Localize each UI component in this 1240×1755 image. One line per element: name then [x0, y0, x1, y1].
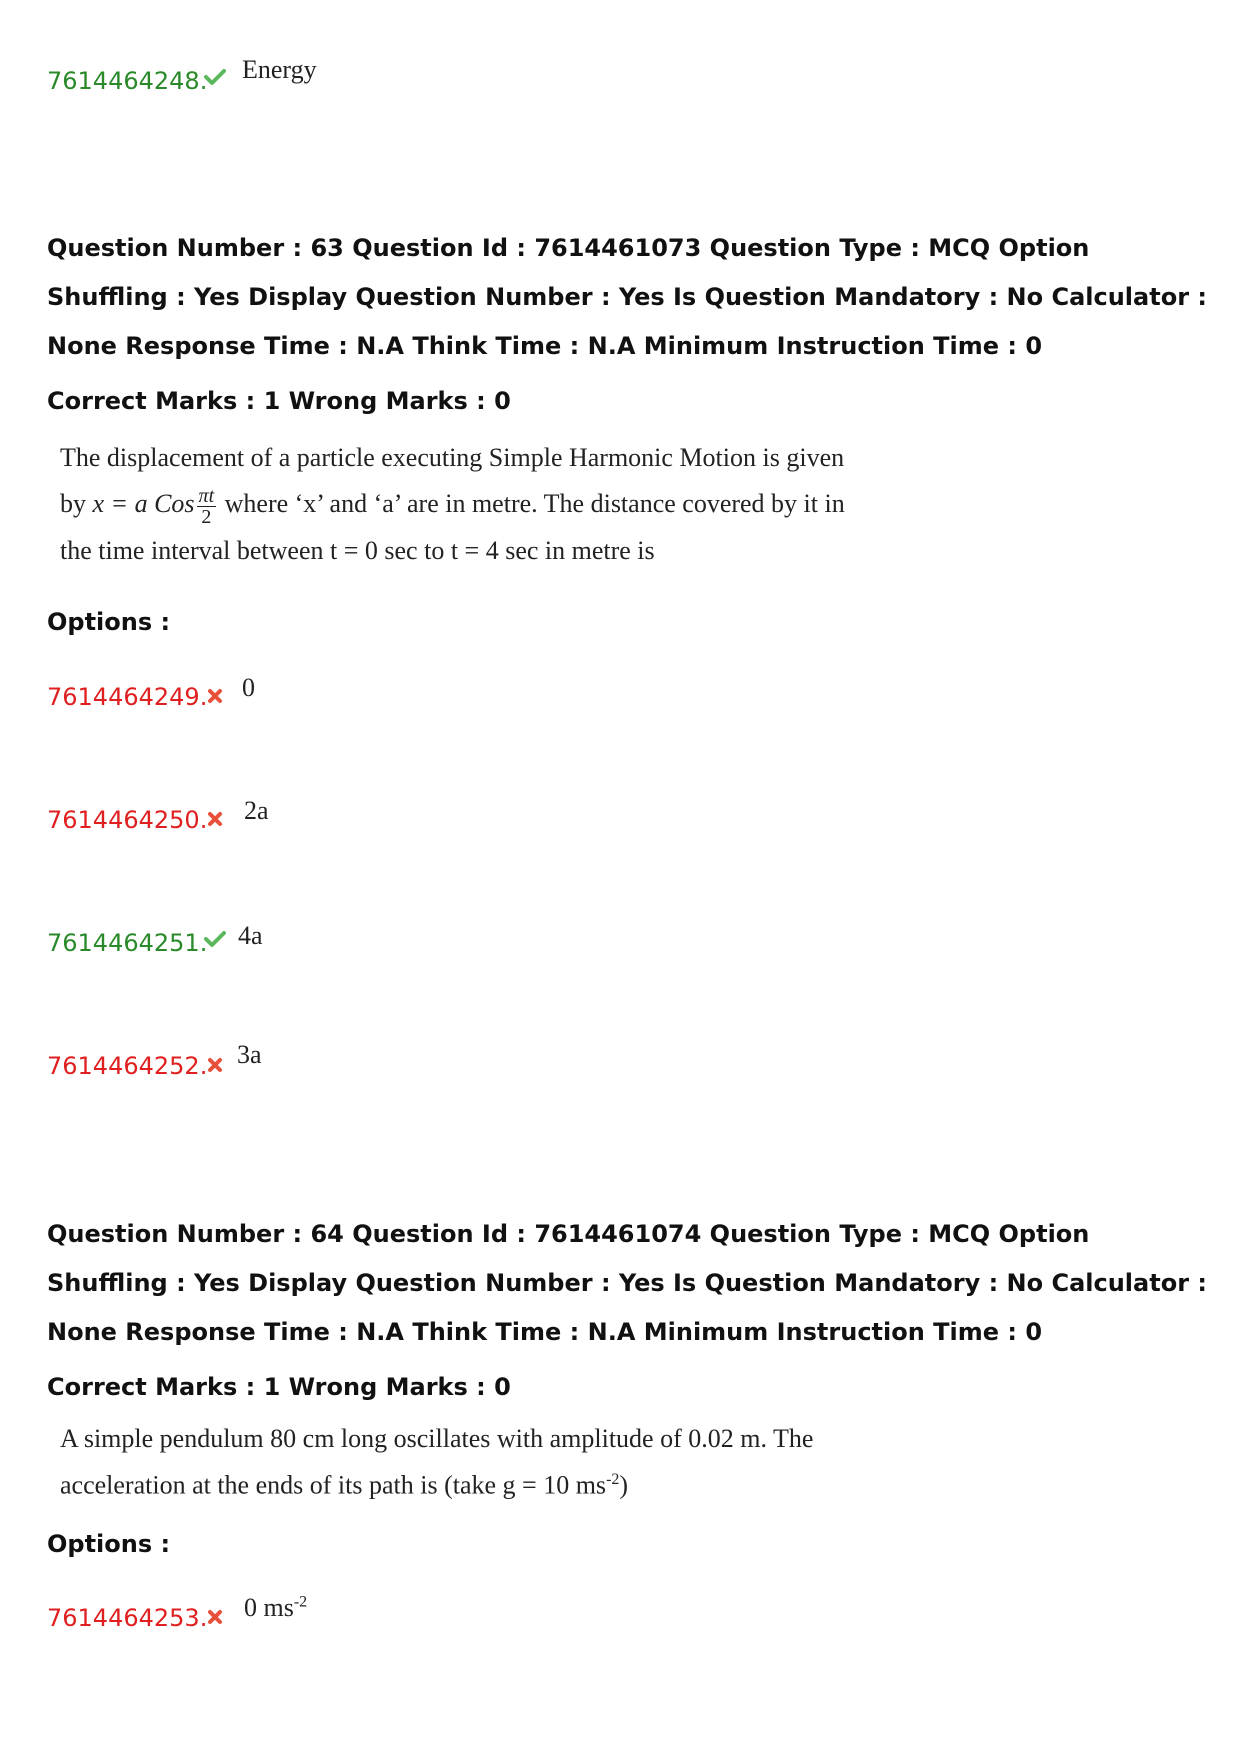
question-marks: Correct Marks : 1 Wrong Marks : 0: [47, 1373, 511, 1401]
equation: x = a Cos: [92, 489, 195, 518]
cross-icon: [207, 811, 223, 827]
cross-icon: [207, 688, 223, 704]
question-line-end: ): [619, 1470, 629, 1500]
superscript: -2: [293, 1593, 308, 1611]
question-line: A simple pendulum 80 cm long oscillates with amplitude of 0.02 m. The: [60, 1424, 814, 1453]
question-line: [60, 479, 940, 529]
option-id: 7614464253.: [47, 1604, 208, 1632]
option-text: [244, 1593, 307, 1623]
option-id: 7614464248.: [47, 67, 208, 95]
question-meta: Question Number : 64 Question Id : 7614461074 Question Type : MCQ Option Shuffling : Yes Display Question Number : Yes Is Question Mandatory : No Calculator : None Response Time : N.A Think Time : N.A Minimum Instruction Time : 0: [47, 1220, 1207, 1346]
question-line-rest: where ‘x’ and ‘a’ are in metre. The distance covered by it in: [224, 489, 845, 518]
fraction-denominator: 2: [201, 505, 212, 528]
cross-icon: [207, 1609, 223, 1625]
question-text: [60, 1418, 940, 1506]
options-label: Options :: [47, 608, 171, 636]
question-line-main: acceleration at the ends of its path is (take g = 10 ms: [60, 1470, 607, 1500]
option-id: 7614464252.: [47, 1052, 208, 1080]
option-text: 0: [242, 673, 255, 702]
option-id: 7614464251.: [47, 929, 208, 957]
option-text: 3a: [237, 1040, 262, 1069]
options-label: Options :: [47, 1530, 171, 1558]
superscript: -2: [606, 1471, 620, 1488]
option-id: 7614464249.: [47, 683, 208, 711]
check-icon: [204, 68, 226, 86]
option-text: Energy: [242, 55, 317, 84]
fraction-numerator: πt: [198, 484, 215, 507]
fraction: [197, 486, 217, 527]
question-text: [60, 436, 940, 572]
option-text: 2a: [244, 796, 269, 825]
question-line: [60, 1459, 940, 1506]
cross-icon: [207, 1057, 223, 1073]
check-icon: [204, 930, 226, 948]
question-line: The displacement of a particle executing Simple Harmonic Motion is given: [60, 443, 845, 472]
option-id: 7614464250.: [47, 806, 208, 834]
question-marks: Correct Marks : 1 Wrong Marks : 0: [47, 387, 511, 415]
option-text: 4a: [238, 921, 263, 950]
option-text-main: 0 ms: [244, 1593, 294, 1622]
question-by: by: [60, 489, 86, 518]
question-meta: Question Number : 63 Question Id : 7614461073 Question Type : MCQ Option Shuffling : Yes Display Question Number : Yes Is Question Mandatory : No Calculator : None Response Time : N.A Think Time : N.A Minimum Instruction Time : 0: [47, 234, 1207, 360]
question-line: the time interval between t = 0 sec to t = 4 sec in metre is: [60, 536, 655, 565]
